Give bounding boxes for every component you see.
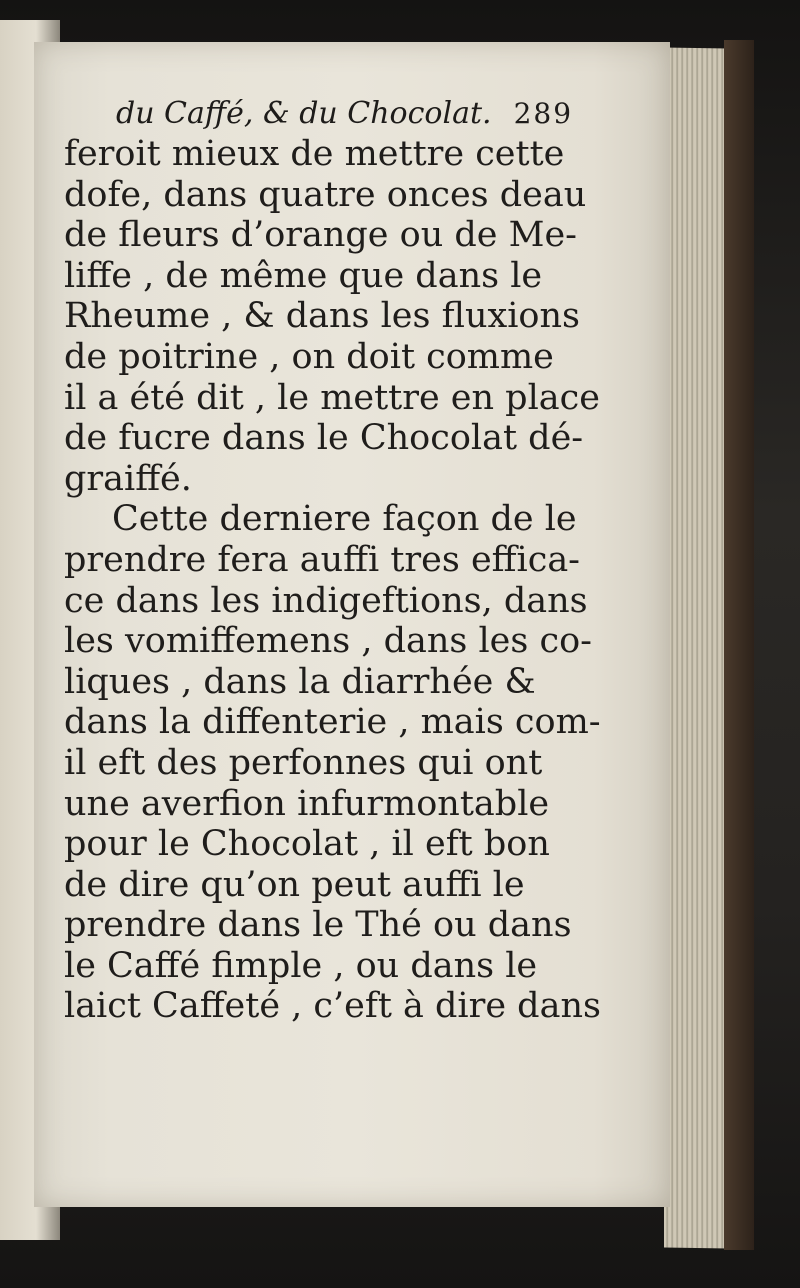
text-line: de dire qu’on peut auffi le	[64, 864, 525, 905]
body-text	[64, 134, 639, 1027]
text-line: dofe, dans quatre onces deau	[64, 174, 587, 215]
text-line: le Caffé fimple , ou dans le	[64, 945, 538, 986]
text-line: feroit mieux de mettre cette	[64, 134, 565, 174]
running-head-title: du Caffé, & du Chocolat.	[116, 96, 492, 131]
text-line: Rheume , & dans les fluxions	[64, 296, 580, 337]
text-line: ce dans les indigeftions, dans	[64, 580, 588, 621]
book-cover-edge	[724, 40, 754, 1250]
text-line: liffe , de même que dans le	[64, 255, 543, 296]
paragraph-start-line: Cette derniere façon de le	[112, 499, 577, 540]
text-line: liques , dans la diarrhée &	[64, 661, 536, 702]
text-line: les vomiffemens , dans les co-	[64, 621, 592, 662]
text-line: dans la diffenterie , mais com-	[64, 702, 601, 743]
text-line: graiffé.	[64, 458, 192, 499]
text-line: pour le Chocolat , il eft bon	[64, 824, 550, 865]
text-line: laict Caffeté , c’eft à dire dans	[64, 986, 601, 1027]
text-line: une averfion infurmontable	[64, 783, 550, 824]
text-line: il a été dit , le mettre en place	[64, 377, 600, 418]
page-number: 289	[513, 97, 574, 130]
text-line: prendre dans le Thé ou dans	[64, 905, 572, 946]
text-line: prendre fera auffi tres effica-	[64, 539, 581, 580]
page-block-fore-edge	[664, 47, 728, 1248]
text-line: il eft des perfonnes qui ont	[64, 742, 543, 783]
text-line: de fleurs d’orange ou de Me-	[64, 215, 578, 256]
text-line: de poitrine , on doit comme	[64, 336, 554, 377]
text-line: de fucre dans le Chocolat dé-	[64, 418, 584, 459]
